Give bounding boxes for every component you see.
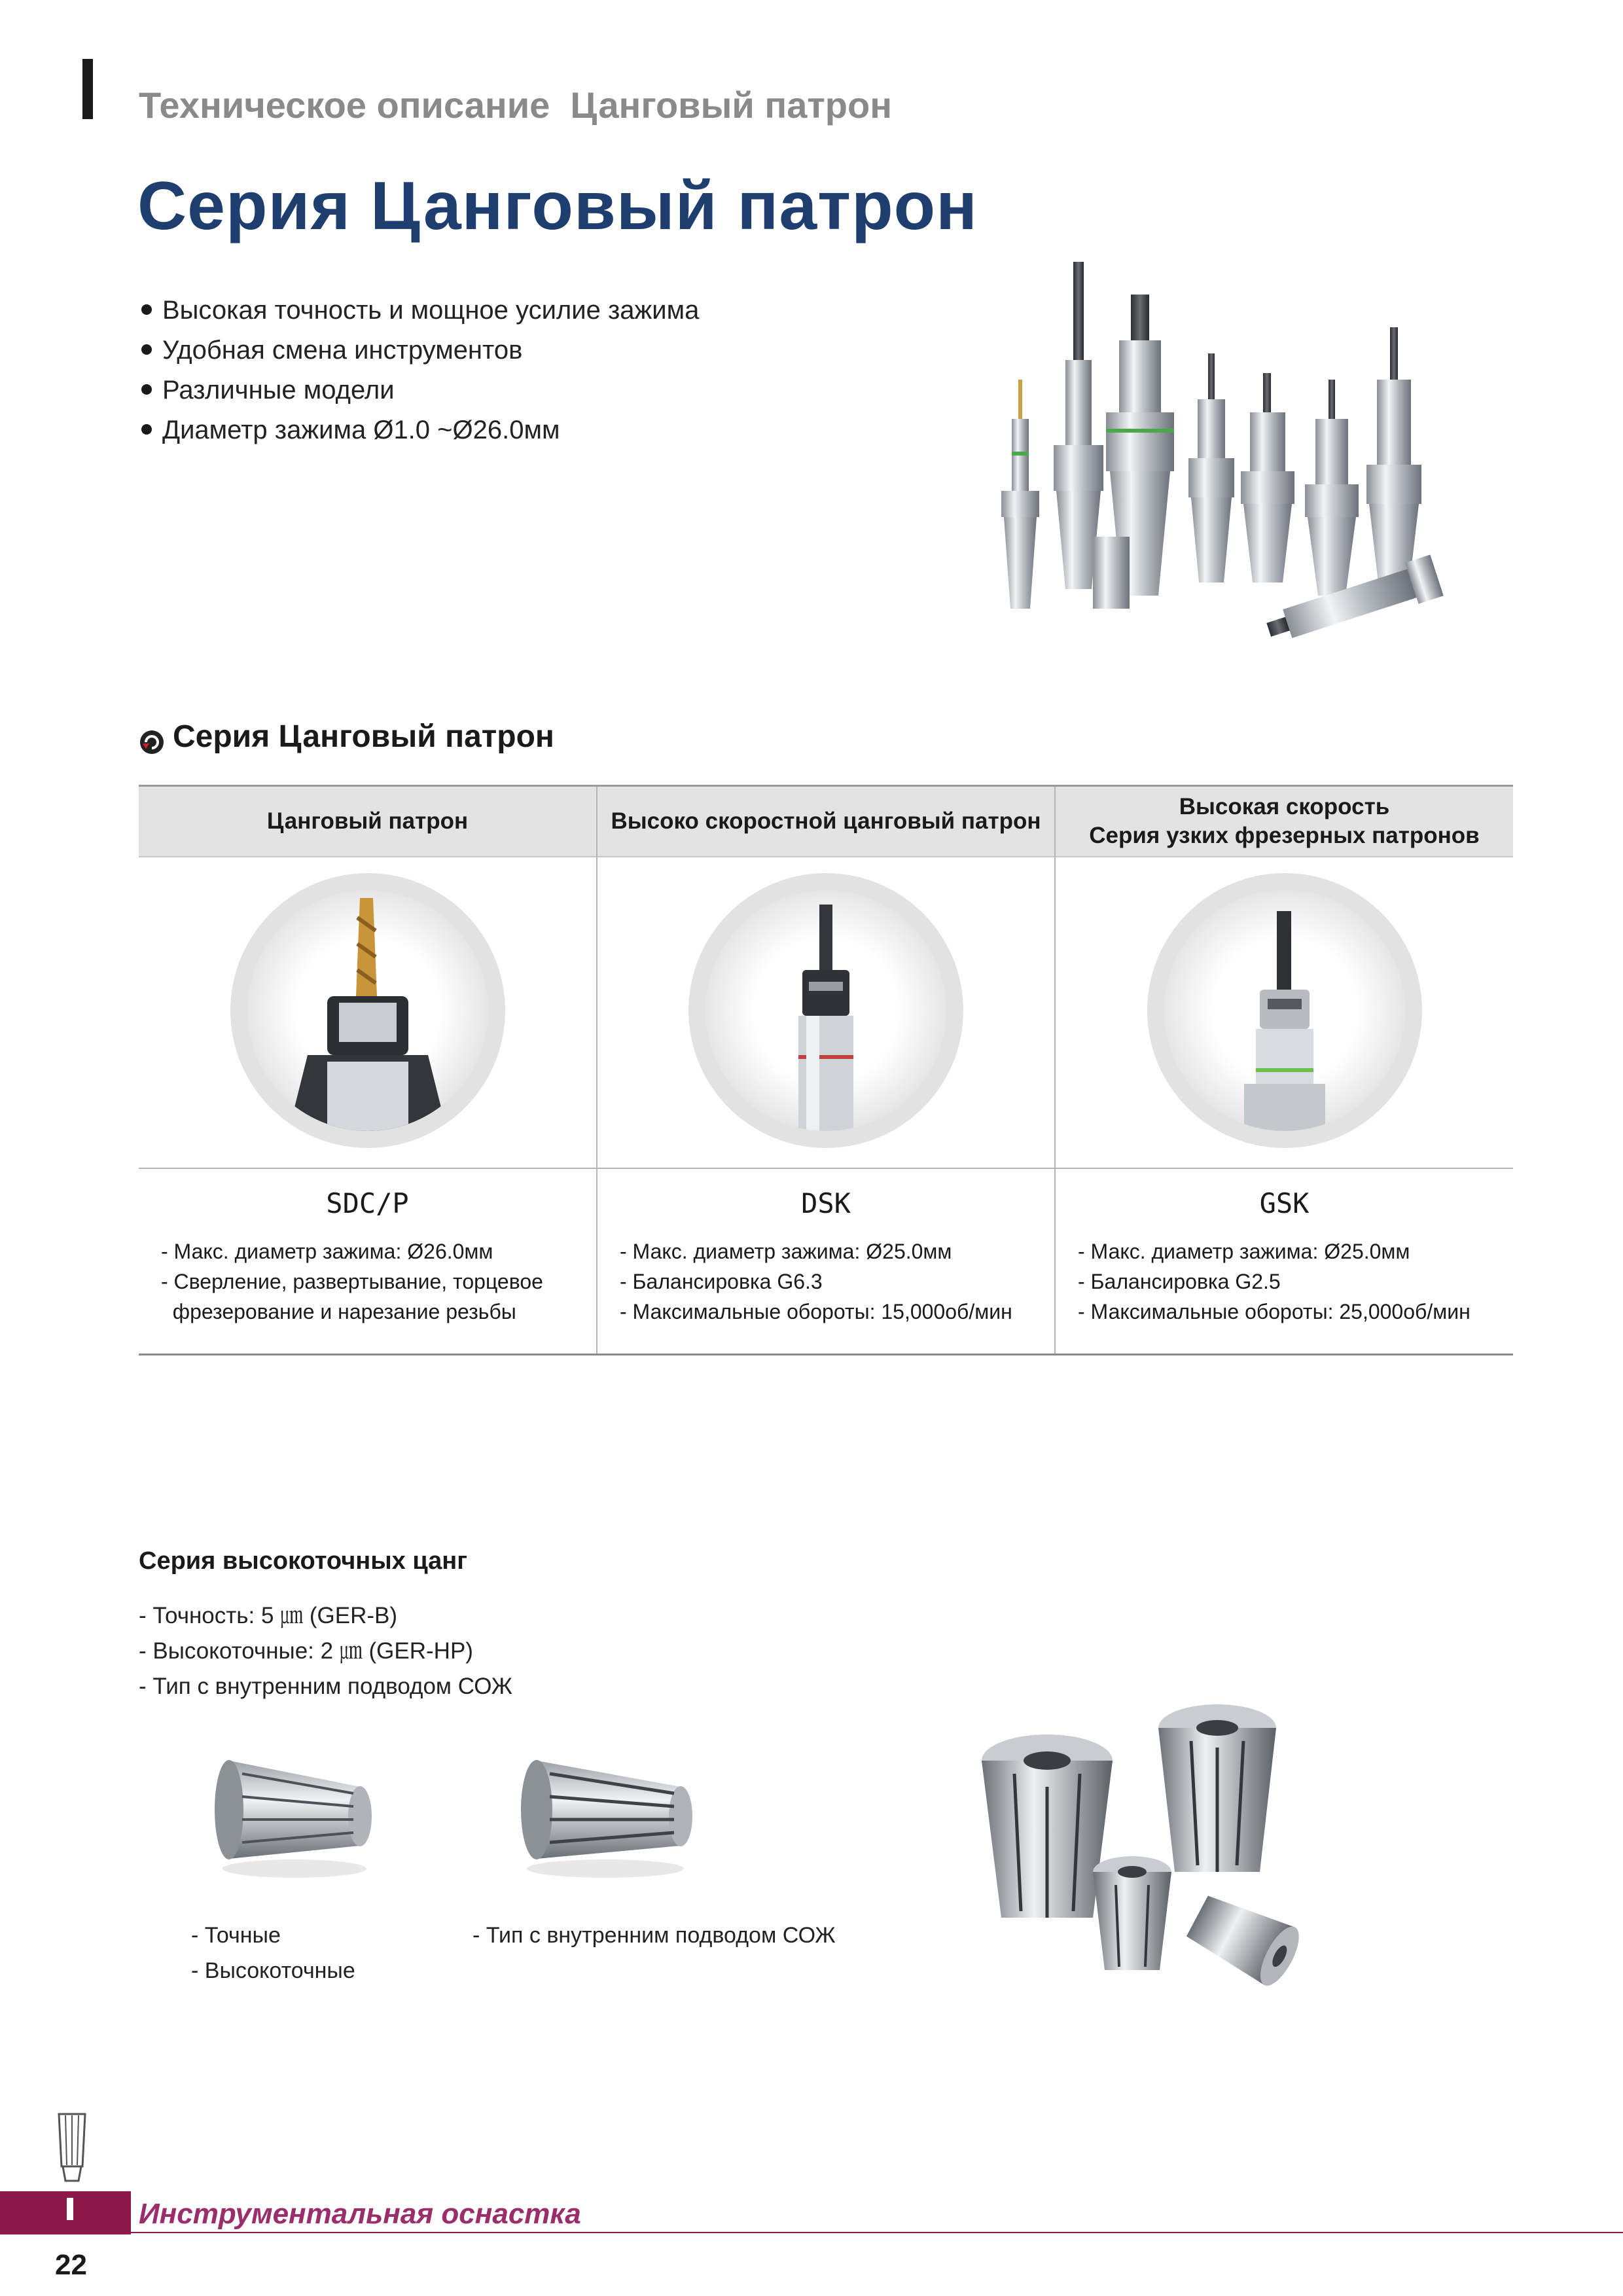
collet-spec-line: - Высокоточные: 2 ㎛ (GER-HP): [139, 1638, 473, 1664]
footer-rule: [131, 2232, 1623, 2233]
collet-group-photo: [942, 1676, 1309, 2003]
feature-item: Диаметр зажима Ø1.0 ~Ø26.0мм: [141, 410, 699, 450]
feature-list: [141, 291, 699, 450]
table-header-row: [139, 786, 1513, 857]
model-name: SDC/P: [326, 1187, 409, 1219]
spec-line: - Макс. диаметр зажима: Ø26.0мм: [161, 1240, 493, 1263]
feature-item: Удобная смена инструментов: [141, 331, 699, 370]
section-heading: Серия Цанговый патрон: [173, 719, 554, 754]
spec-list: [1078, 1236, 1513, 1327]
gsk-holder-photo: [1146, 872, 1423, 1149]
sdc-holder-photo: [229, 872, 507, 1149]
bullet-icon: [141, 384, 152, 395]
bullet-icon: [141, 424, 152, 435]
caption-line: - Точные: [191, 1923, 281, 1948]
footer-chapter-tab: [0, 2191, 131, 2234]
bullet-icon: [141, 304, 152, 315]
footer-tab-mark: [67, 2198, 73, 2220]
collet-spec-list: [139, 1598, 512, 1704]
spec-line: - Макс. диаметр зажима: Ø25.0мм: [1078, 1240, 1410, 1263]
footer-chapter-title: Инструментальная оснастка: [139, 2198, 581, 2230]
collet-spec-line: - Тип с внутренним подводом СОЖ: [139, 1674, 512, 1699]
collet-series-heading: Серия высокоточных цанг: [139, 1547, 468, 1575]
product-spec-cell: [139, 1168, 597, 1355]
product-spec-cell: [1055, 1168, 1513, 1355]
product-image-cell: [597, 857, 1055, 1168]
column-header: Высоко скоростной цанговый патрон: [597, 786, 1055, 857]
spec-line: - Максимальные обороты: 25,000об/мин: [1078, 1300, 1471, 1323]
bullet-icon: [141, 344, 152, 355]
collet-icon: [46, 2108, 98, 2186]
coolant-collet-caption: - Тип с внутренним подводом СОЖ: [473, 1923, 836, 1948]
coolant-collet-photo: [497, 1734, 713, 1885]
precision-collet-caption: [191, 1918, 355, 1988]
spec-line: - Сверление, развертывание, торцевое: [161, 1270, 543, 1293]
table-image-row: [139, 857, 1513, 1168]
product-table: [139, 785, 1513, 1355]
header-accent-bar: [82, 59, 93, 119]
caption-line: - Высокоточные: [191, 1958, 355, 1983]
precision-collet-photo: [196, 1734, 393, 1885]
page-number: 22: [55, 2249, 87, 2281]
spec-line: - Балансировка G2.5: [1078, 1270, 1281, 1293]
spec-list: [620, 1236, 1054, 1327]
product-spec-cell: [597, 1168, 1055, 1355]
dsk-holder-photo: [687, 872, 965, 1149]
spec-line: фрезерование и нарезание резьбы: [161, 1300, 516, 1323]
spec-line: - Макс. диаметр зажима: Ø25.0мм: [620, 1240, 952, 1263]
page-title: Серия Цанговый патрон: [137, 168, 978, 244]
table-spec-row: [139, 1168, 1513, 1355]
product-image-cell: [1055, 857, 1513, 1168]
feature-item: Различные модели: [141, 370, 699, 410]
header-title: Техническое описание Цанговый патрон: [139, 84, 893, 126]
spec-line: - Максимальные обороты: 15,000об/мин: [620, 1300, 1012, 1323]
product-image-cell: [139, 857, 597, 1168]
column-header: Цанговый патрон: [139, 786, 597, 857]
collet-spec-line: - Точность: 5 ㎛ (GER-B): [139, 1603, 398, 1628]
tool-holders-photo: [975, 255, 1472, 648]
spec-line: - Балансировка G6.3: [620, 1270, 823, 1293]
model-name: DSK: [801, 1187, 851, 1219]
feature-item: Высокая точность и мощное усилие зажима: [141, 291, 699, 331]
column-header: Высокая скорость Серия узких фрезерных патронов: [1055, 786, 1513, 857]
spec-list: [161, 1236, 596, 1327]
model-name: GSK: [1259, 1187, 1310, 1219]
